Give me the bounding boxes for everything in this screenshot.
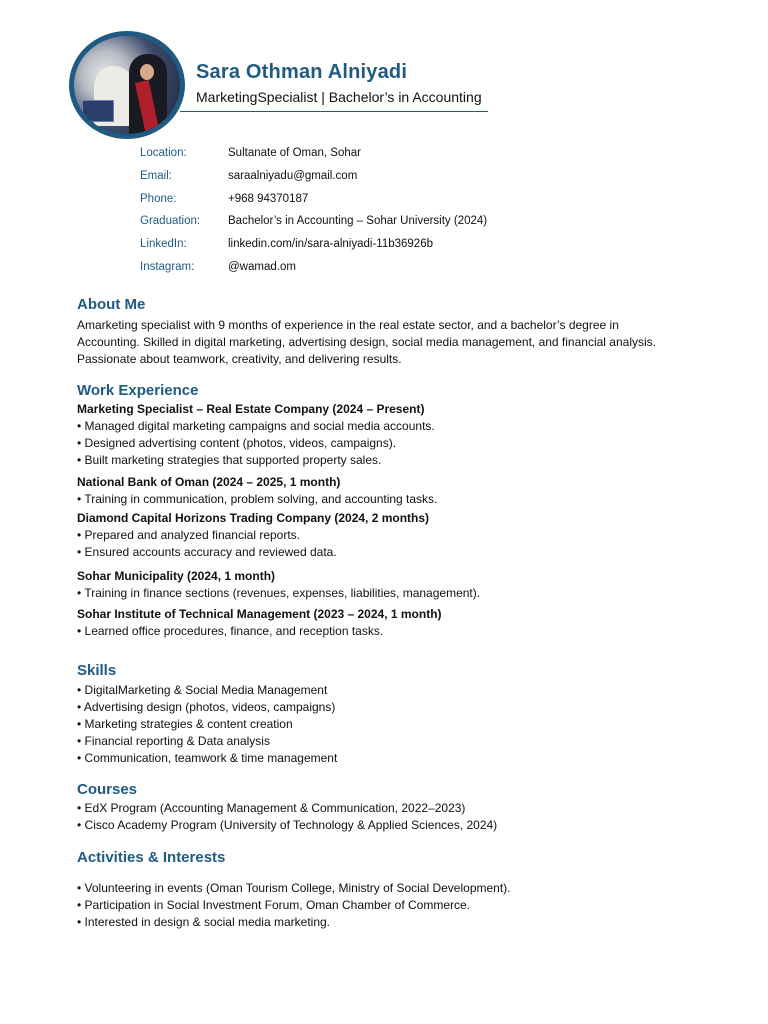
job-bullet: • Managed digital marketing campaigns and social media accounts. [77,418,435,433]
job-bullet: • Prepared and analyzed financial reports. [77,527,301,542]
job-bullet: • Learned office procedures, finance, and reception tasks. [77,623,384,638]
job-title: National Bank of Oman (2024 – 2025, 1 month) [77,475,341,489]
contact-label: Email: [140,169,172,182]
about-line: Amarketing specialist with 9 months of experience in the real estate sector, and a bachelor’s degree in [77,318,619,332]
header-divider [180,111,488,112]
job-entry [77,568,717,602]
job-bullet: • Training in communication, problem solving, and accounting tasks. [77,491,438,506]
section-title: Activities & Interests [77,849,226,866]
job-title: Sohar Municipality (2024, 1 month) [77,569,276,583]
contact-label: LinkedIn: [140,238,187,251]
skill-item: • Communication, teamwork & time management [77,751,338,765]
contact-value: saraalniyadu@gmail.com [228,169,358,182]
contact-instagram [140,261,660,284]
job-entry [77,606,717,640]
headline: MarketingSpecialist | Bachelor’s in Accounting [196,89,482,105]
contact-info [140,147,660,284]
contact-value: Bachelor’s in Accounting – Sohar University (2024) [228,215,488,228]
course-item: • EdX Program (Accounting Management & Communication, 2022–2023) [77,801,466,815]
skill-item: • DigitalMarketing & Social Media Management [77,683,328,697]
job-bullet: • Training in finance sections (revenues, expenses, liabilities, management). [77,585,481,600]
contact-value: +968 94370187 [228,192,309,205]
graduation-photo [74,36,180,134]
activity-item: • Volunteering in events (Oman Tourism College, Ministry of Social Development). [77,881,511,895]
about-line: Passionate about teamwork, creativity, and delivering results. [77,352,402,366]
contact-label: Phone: [140,192,177,205]
contact-graduation [140,215,660,238]
contact-value: linkedin.com/in/sara-alniyadi-11b36926b [228,238,433,251]
profile-photo [69,31,185,139]
about-line: Accounting. Skilled in digital marketing, advertising design, social media management, and financial analysis. [77,335,656,349]
section-title: Work Experience [77,382,199,399]
contact-label: Graduation: [140,215,201,228]
about-text [77,317,717,368]
job-title: Marketing Specialist – Real Estate Company (2024 – Present) [77,402,425,416]
job-bullet: • Ensured accounts accuracy and reviewed data. [77,544,337,559]
skill-item: • Advertising design (photos, videos, campaigns) [77,700,336,714]
activities-section [77,849,717,931]
contact-phone [140,193,660,216]
contact-label: Location: [140,147,187,159]
contact-label: Instagram: [140,260,195,273]
section-title: Courses [77,781,138,798]
candidate-name: Sara Othman Alniyadi [196,61,408,83]
activity-item: • Interested in design & social media marketing. [77,915,330,929]
courses-section [77,781,717,834]
job-entry [77,474,717,508]
job-title: Sohar Institute of Technical Management (2023 – 2024, 1 month) [77,607,442,621]
skill-item: • Financial reporting & Data analysis [77,734,270,748]
work-section [77,382,717,399]
contact-linkedin [140,238,660,261]
section-title: About Me [77,296,146,313]
course-item: • Cisco Academy Program (University of Technology & Applied Sciences, 2024) [77,818,498,832]
contact-location [140,147,660,170]
skills-section [77,662,717,767]
job-entry [77,510,717,561]
about-section [77,296,717,368]
skill-item: • Marketing strategies & content creation [77,717,293,731]
contact-value: @wamad.om [228,260,296,273]
section-title: Skills [77,662,117,679]
job-entry [77,401,717,469]
job-title: Diamond Capital Horizons Trading Company (2024, 2 months) [77,511,430,525]
contact-email [140,170,660,193]
job-bullet: • Built marketing strategies that supported property sales. [77,452,382,467]
contact-value: Sultanate of Oman, Sohar [228,147,361,159]
activity-item: • Participation in Social Investment Forum, Oman Chamber of Commerce. [77,898,471,912]
job-bullet: • Designed advertising content (photos, videos, campaigns). [77,435,397,450]
